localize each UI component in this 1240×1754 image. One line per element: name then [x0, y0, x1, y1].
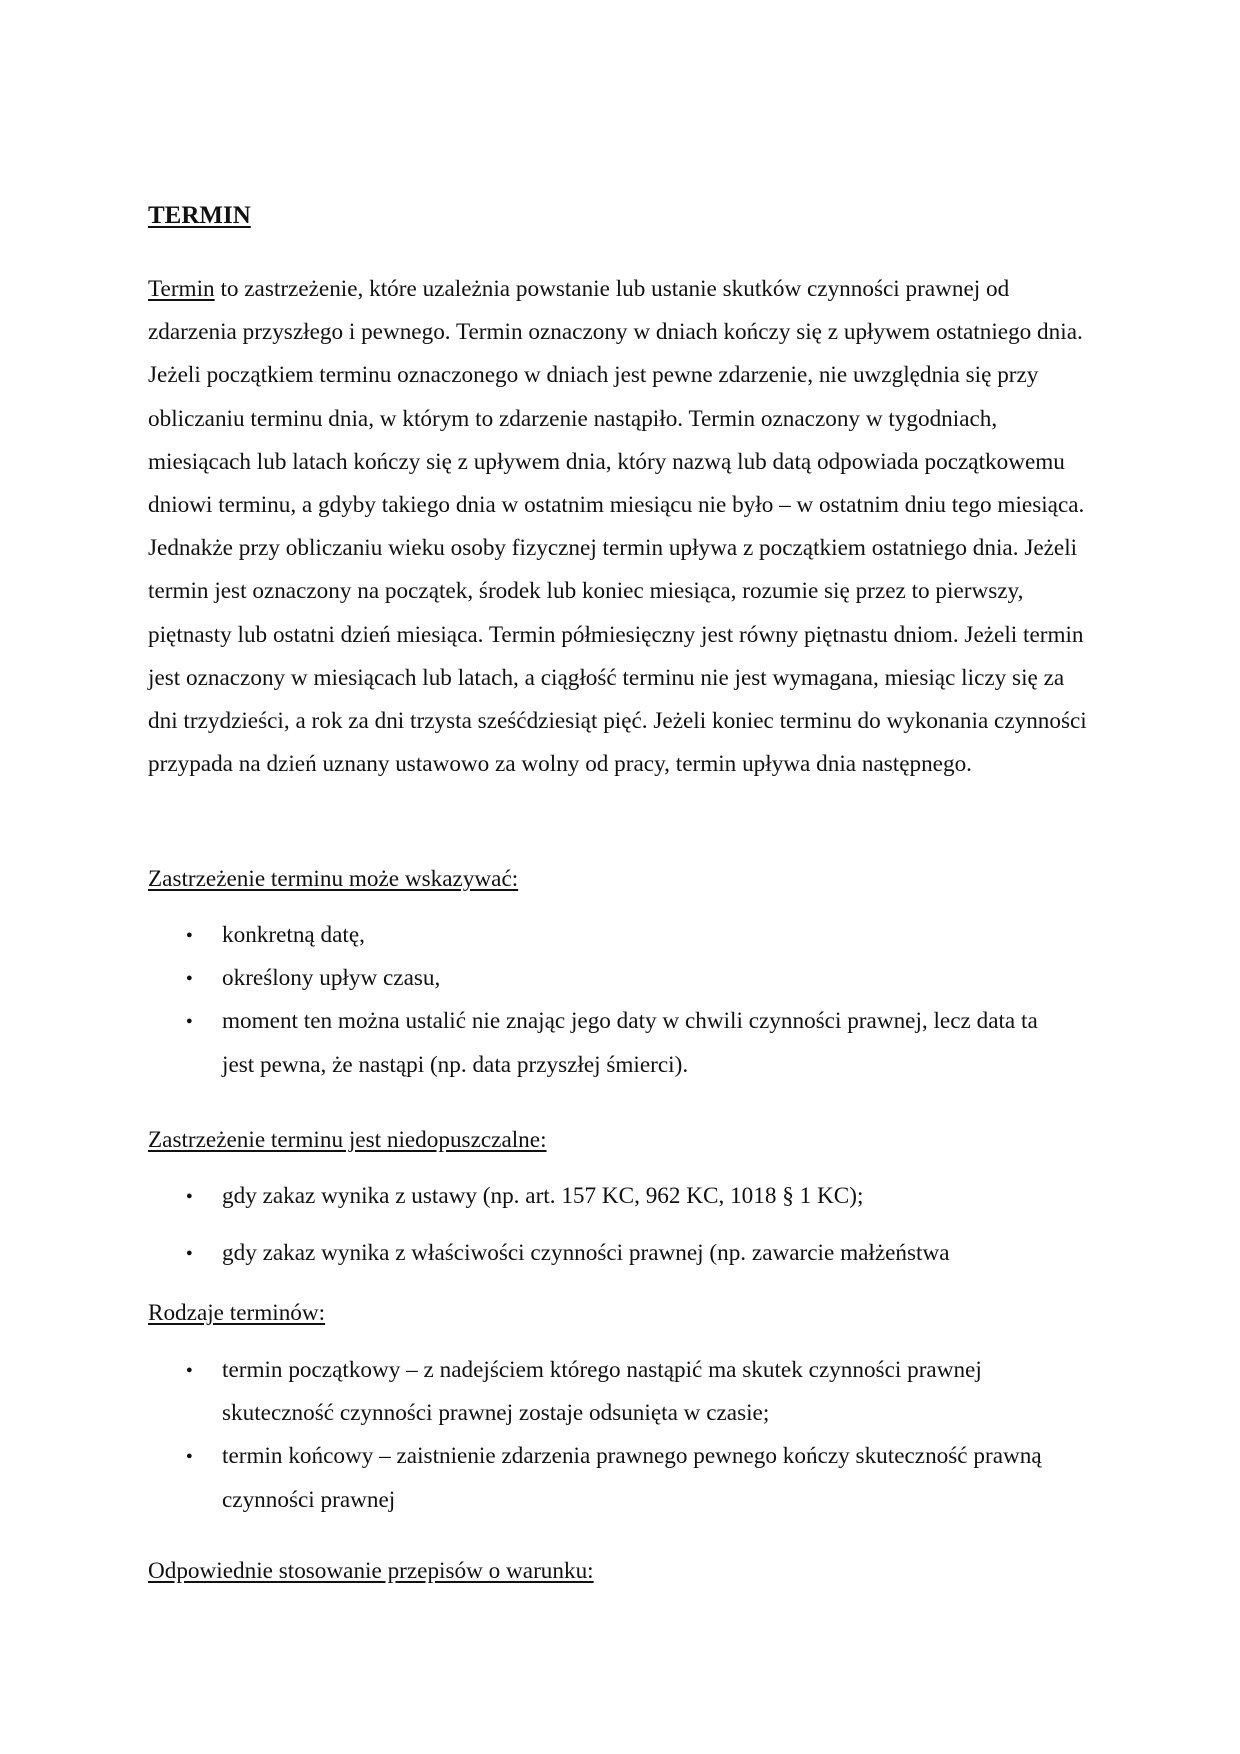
intro-paragraph	[148, 268, 1098, 786]
list-item: ● gdy zakaz wynika z właściwości czynności prawnej (np. zawarcie małżeństwa	[0, 1232, 1072, 1275]
list-item: ● gdy zakaz wynika z ustawy (np. art. 157 KC, 962 KC, 1018 § 1 KC);	[0, 1175, 1072, 1218]
intro-lead-term: Termin	[148, 276, 215, 302]
list-item: ● termin początkowy – z nadejściem którego nastąpić ma skutek czynności prawnej skuteczność czynności prawnej zostaje odsunięta w czasie;	[0, 1349, 1072, 1435]
document-title: TERMIN	[148, 202, 251, 229]
list-item: ● określony upływ czasu,	[0, 957, 1072, 1000]
section-heading-niedopuszczalne: Zastrzeżenie terminu jest niedopuszczalne:	[148, 1127, 547, 1153]
intro-text: to zastrzeżenie, które uzależnia powstanie lub ustanie skutków czynności prawnej od zdarzenia przyszłego i pewnego. Termin oznaczony w dniach kończy się z upływem ostatniego dnia. Jeżeli początkiem terminu oznaczonego w dniach jest pewne zdarzenie, nie uwzględnia się przy obliczaniu terminu dnia, w którym to zdarzenie nastąpiło. Termin oznaczony w tygodniach, miesiącach lub latach kończy się z upływem dnia, który nazwą lub datą odpowiada początkowemu dniowi terminu, a gdyby takiego dnia w ostatnim miesiącu nie było – w ostatnim dniu tego miesiąca. Jednakże przy obliczaniu wieku osoby fizycznej termin upływa z początkiem ostatniego dnia. Jeżeli termin jest oznaczony na początek, środek lub koniec miesiąca, rozumie się przez to pierwszy, piętnasty lub ostatni dzień miesiąca. Termin półmiesięczny jest równy piętnastu dniom. Jeżeli termin jest oznaczony w miesiącach lub latach, a ciągłość terminu nie jest wymagana, miesiąc liczy się za dni trzydzieści, a rok za dni trzysta sześćdziesiąt pięć. Jeżeli koniec terminu do wykonania czynności przypada na dzień uznany ustawowo za wolny od pracy, termin upływa dnia następnego.	[148, 276, 1087, 778]
section-heading-warunek: Odpowiednie stosowanie przepisów o warunku:	[148, 1558, 594, 1584]
section-heading-wskazywac: Zastrzeżenie terminu może wskazywać:	[148, 866, 519, 892]
list-item: ● konkretną datę,	[0, 914, 1072, 957]
list-rodzaje	[0, 1349, 1240, 1522]
list-niedopuszczalne	[0, 1175, 1240, 1289]
list-item: ● termin końcowy – zaistnienie zdarzenia prawnego pewnego kończy skuteczność prawną czynności prawnej	[0, 1435, 1072, 1521]
list-wskazywac	[0, 914, 1240, 1087]
section-heading-rodzaje: Rodzaje terminów:	[148, 1300, 326, 1326]
list-item: ● moment ten można ustalić nie znając jego daty w chwili czynności prawnej, lecz data ta jest pewna, że nastąpi (np. data przyszłej śmierci).	[0, 1000, 1072, 1086]
